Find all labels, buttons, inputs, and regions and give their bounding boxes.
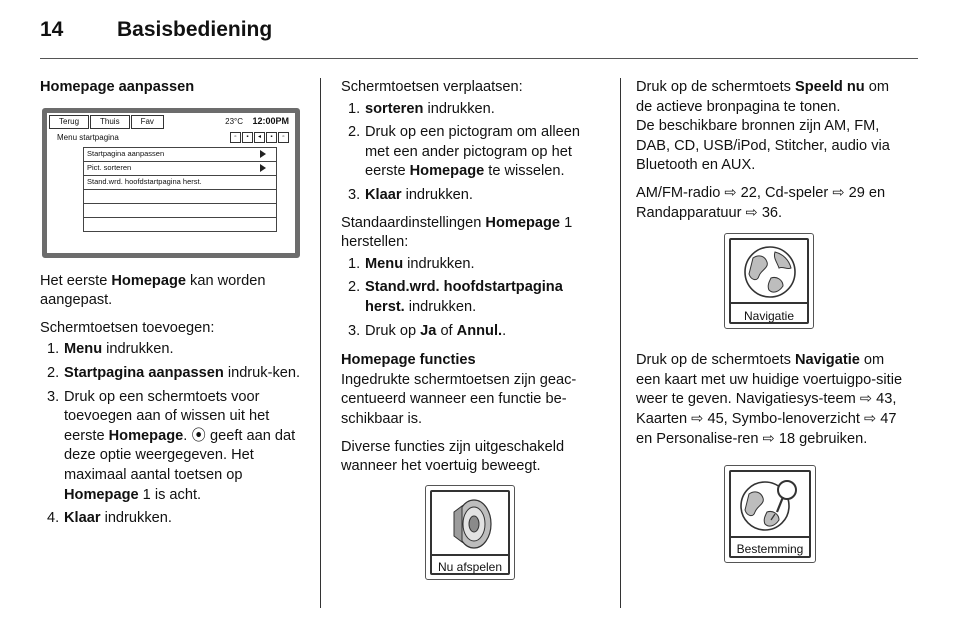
- list-item: 2. Druk op een pictogram om alleen met een ander pictogram op het eerste Homepage te wisselen.: [348, 124, 580, 180]
- page-number: 14: [40, 18, 64, 41]
- list-item: 3. Druk op Ja of Annul..: [348, 322, 507, 339]
- paragraph: Het eerste Homepage kan worden aangepast.: [40, 272, 266, 309]
- list-item: 1. sorteren indrukken.: [348, 100, 495, 117]
- menu-item-empty: [83, 217, 277, 232]
- paragraph: Schermtoetsen verplaatsen:: [341, 79, 523, 95]
- menu-item-empty: [83, 203, 277, 217]
- status-icon: ▪: [266, 132, 277, 143]
- button-frame: [729, 238, 809, 324]
- screen-tabs: [49, 115, 165, 129]
- globe-icon: [731, 240, 809, 302]
- menu-item-empty: [83, 189, 277, 203]
- paragraph: De beschikbare bronnen zijn AM, FM, DAB, CD, USB/iPod, Stitcher, audio via Bluetooth en AUX.: [636, 118, 890, 174]
- menu-item-pict-sorteren[interactable]: [83, 161, 277, 175]
- paragraph: AM/FM-radio ⇨ 22, Cd-speler ⇨ 29 en Randapparatuur ⇨ 36.: [636, 184, 886, 221]
- paragraph: Standaardinstellingen Homepage 1 herstellen:: [341, 214, 573, 251]
- status-icons: [229, 132, 289, 143]
- steps-list: [341, 255, 606, 341]
- column-2: [341, 78, 606, 580]
- button-divider: [731, 536, 809, 538]
- list-item: 2. Startpagina aanpassen indruk-ken.: [47, 364, 301, 381]
- menu-item-label: Stand.wrd. hoofdstartpagina herst.: [87, 177, 202, 187]
- tab-home[interactable]: Thuis: [90, 115, 130, 129]
- button-frame: [729, 470, 811, 558]
- list-item: 1. Menu indrukken.: [47, 341, 174, 358]
- list-item: 2. Stand.wrd. hoofdstartpagina herst. indrukken.: [348, 279, 563, 315]
- column-1: [40, 78, 306, 537]
- list-item: 3. Klaar indrukken.: [348, 186, 473, 203]
- list-item: 1. Menu indrukken.: [348, 255, 475, 272]
- menu-list: [83, 147, 277, 232]
- temperature-readout: 23°C: [225, 116, 243, 126]
- steps-list: [40, 340, 306, 528]
- chevron-right-icon: [260, 164, 266, 172]
- status-icon: ▫: [230, 132, 241, 143]
- paragraph: Diverse functies zijn uitgeschakeld wanneer het voertuig beweegt.: [341, 438, 565, 475]
- button-frame: [430, 490, 510, 575]
- speaker-icon: [432, 492, 510, 554]
- page-title: Basisbediening: [117, 18, 273, 41]
- status-icon: ▪: [242, 132, 253, 143]
- tab-fav[interactable]: Fav: [131, 115, 164, 129]
- nu-afspelen-button-illustration: [425, 485, 515, 580]
- status-icon: ◂: [254, 132, 265, 143]
- globe-pin-icon: [731, 472, 811, 536]
- list-item: 3. Druk op een schermtoets voor toevoegen aan of wissen uit het eerste Homepage. ⦿ geeft aan dat deze optie weergegeven. Het maximaal aantal toetsen op Homepage 1 is acht.: [47, 388, 296, 503]
- menu-item-label: Pict. sorteren: [87, 163, 132, 173]
- tab-back[interactable]: Terug: [49, 115, 89, 129]
- button-divider: [731, 302, 807, 304]
- chevron-right-icon: [260, 150, 266, 158]
- button-label: Navigatie: [743, 309, 795, 324]
- status-icon: ▫: [278, 132, 289, 143]
- menu-item-startpagina-aanpassen[interactable]: [83, 147, 277, 161]
- menu-item-reset-homepage[interactable]: [83, 175, 277, 189]
- column-separator: [620, 78, 621, 608]
- column-3: [636, 78, 908, 563]
- button-label: Bestemming: [736, 542, 804, 557]
- section-heading: Homepage functies: [341, 352, 476, 369]
- menu-title: Menu startpagina: [57, 132, 119, 142]
- column-separator: [320, 78, 321, 608]
- navigatie-button-illustration: [724, 233, 814, 329]
- paragraph: Druk op de schermtoets Navigatie om een kaart met uw huidige voertuigpo-sitie weer te geven. Navigatiesys-teem ⇨ 43, Kaarten ⇨ 45, Symbo-lenoverzicht ⇨ 47 en Personalise-ren ⇨ 18 gebruiken.: [636, 352, 903, 447]
- paragraph: Schermtoetsen toevoegen:: [40, 319, 215, 336]
- paragraph: Ingedrukte schermtoetsen zijn geac-centueerd wanneer een functie be-schikbaar is.: [341, 371, 577, 427]
- list-item: 4. Klaar indrukken.: [47, 510, 172, 527]
- menu-item-label: Startpagina aanpassen: [87, 149, 165, 159]
- page-header: [0, 0, 960, 64]
- steps-list: [341, 100, 606, 206]
- section-heading: Homepage aanpassen: [40, 79, 195, 95]
- paragraph: Druk op de schermtoets Speeld nu om de actieve bronpagina te tonen.: [636, 79, 890, 115]
- button-label: Nu afspelen: [437, 559, 503, 574]
- header-rule: [40, 58, 918, 59]
- homepage-menu-screen: [42, 108, 300, 258]
- button-divider: [432, 554, 508, 556]
- bestemming-button-illustration: [724, 465, 816, 563]
- clock-readout: 12:00PM: [252, 115, 289, 126]
